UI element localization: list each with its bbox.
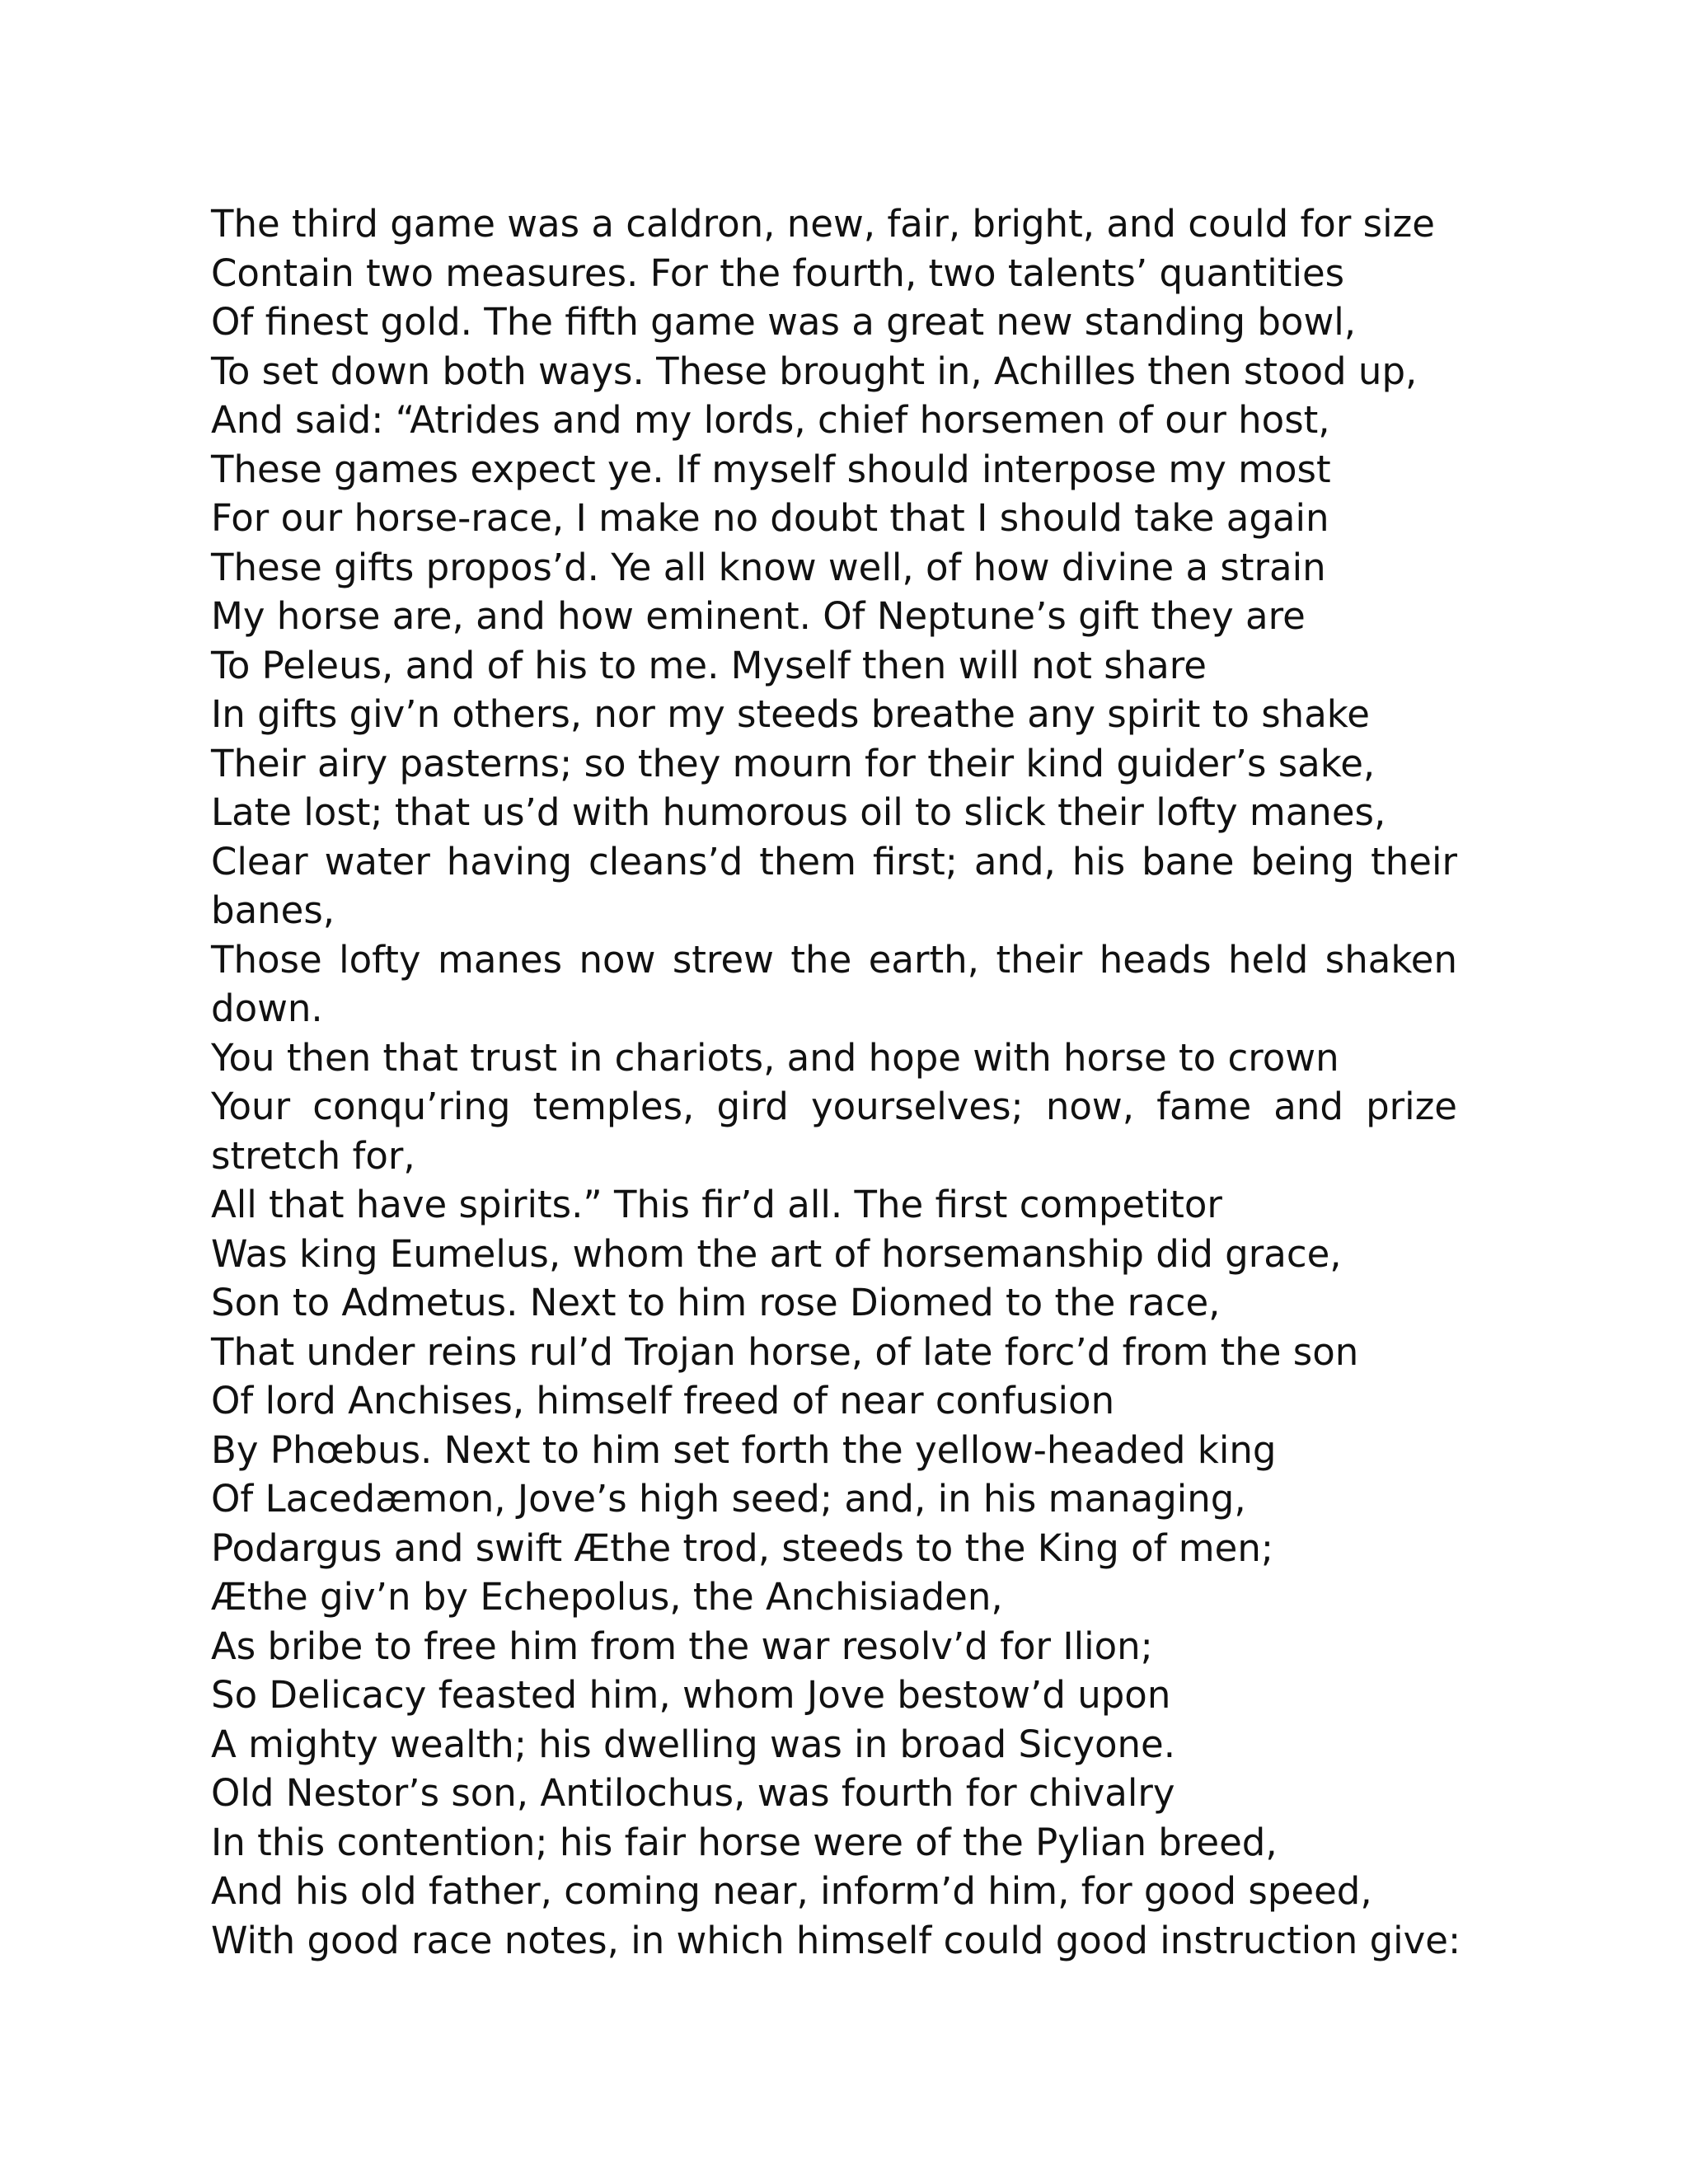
poem-line: That under reins rul’d Trojan horse, of late forc’d from the son [211,1329,1359,1374]
poem-line: In this contention; his fair horse were of the Pylian breed, [211,1820,1278,1864]
poem-line: Your conqu’ring temples, gird yourselves; now, fame and prize stretch for, [211,1085,1457,1178]
poem-line: Of finest gold. The fifth game was a great new standing bowl, [211,300,1357,344]
poem-line: Contain two measures. For the fourth, two talents’ quantities [211,251,1345,295]
poem-line: All that have spirits.” This fir’d all. The first competitor [211,1183,1222,1226]
poem-line: So Delicacy feasted him, whom Jove bestow’d upon [211,1673,1171,1717]
poem-line: Their airy pasterns; so they mourn for their kind guider’s sake, [211,741,1376,785]
poem-line: Podargus and swift Æthe trod, steeds to the King of men; [211,1526,1274,1570]
poem-line: Late lost; that us’d with humorous oil to slick their lofty manes, [211,790,1386,834]
poem-line: For our horse-race, I make no doubt that I should take again [211,496,1329,540]
poem-line: To Peleus, and of his to me. Myself then will not share [211,643,1207,687]
poem-line: Clear water having cleans’d them first; and, his bane being their banes, [211,839,1457,932]
poem-line: By Phœbus. Next to him set forth the yellow-headed king [211,1427,1277,1472]
poem-line: In gifts giv’n others, nor my steeds breathe any spirit to shake [211,692,1370,736]
poem-line: You then that trust in chariots, and hope with horse to crown [211,1035,1339,1080]
poem-line: These gifts propos’d. Ye all know well, of how divine a strain [211,545,1326,589]
poem-line: Old Nestor’s son, Antilochus, was fourth for chivalry [211,1771,1175,1815]
poem-line: A mighty wealth; his dwelling was in broad Sicyone. [211,1722,1175,1766]
poem-line: Was king Eumelus, whom the art of horsemanship did grace, [211,1231,1342,1276]
poem-line: Æthe giv’n by Echepolus, the Anchisiaden, [211,1575,1003,1619]
poem-line: The third game was a caldron, new, fair, bright, and could for size [211,202,1435,246]
poem-line: These games expect ye. If myself should interpose my most [211,447,1331,491]
poem-line: Those lofty manes now strew the earth, their heads held shaken down. [211,937,1457,1030]
poem-text-block [211,199,1461,1965]
poem-line: With good race notes, in which himself could good instruction give: [211,1918,1461,1962]
poem-line: Of Lacedæmon, Jove’s high seed; and, in his managing, [211,1477,1246,1521]
poem-line: Son to Admetus. Next to him rose Diomed to the race, [211,1281,1221,1324]
poem-line: And said: “Atrides and my lords, chief horsemen of our host, [211,398,1330,442]
poem-line: Of lord Anchises, himself freed of near confusion [211,1379,1115,1422]
poem-line: To set down both ways. These brought in, Achilles then stood up, [211,349,1418,393]
poem-line: My horse are, and how eminent. Of Neptune’s gift they are [211,594,1306,638]
poem-line: And his old father, coming near, inform’d him, for good speed, [211,1869,1372,1913]
poem-line: As bribe to free him from the war resolv’d for Ilion; [211,1624,1153,1668]
